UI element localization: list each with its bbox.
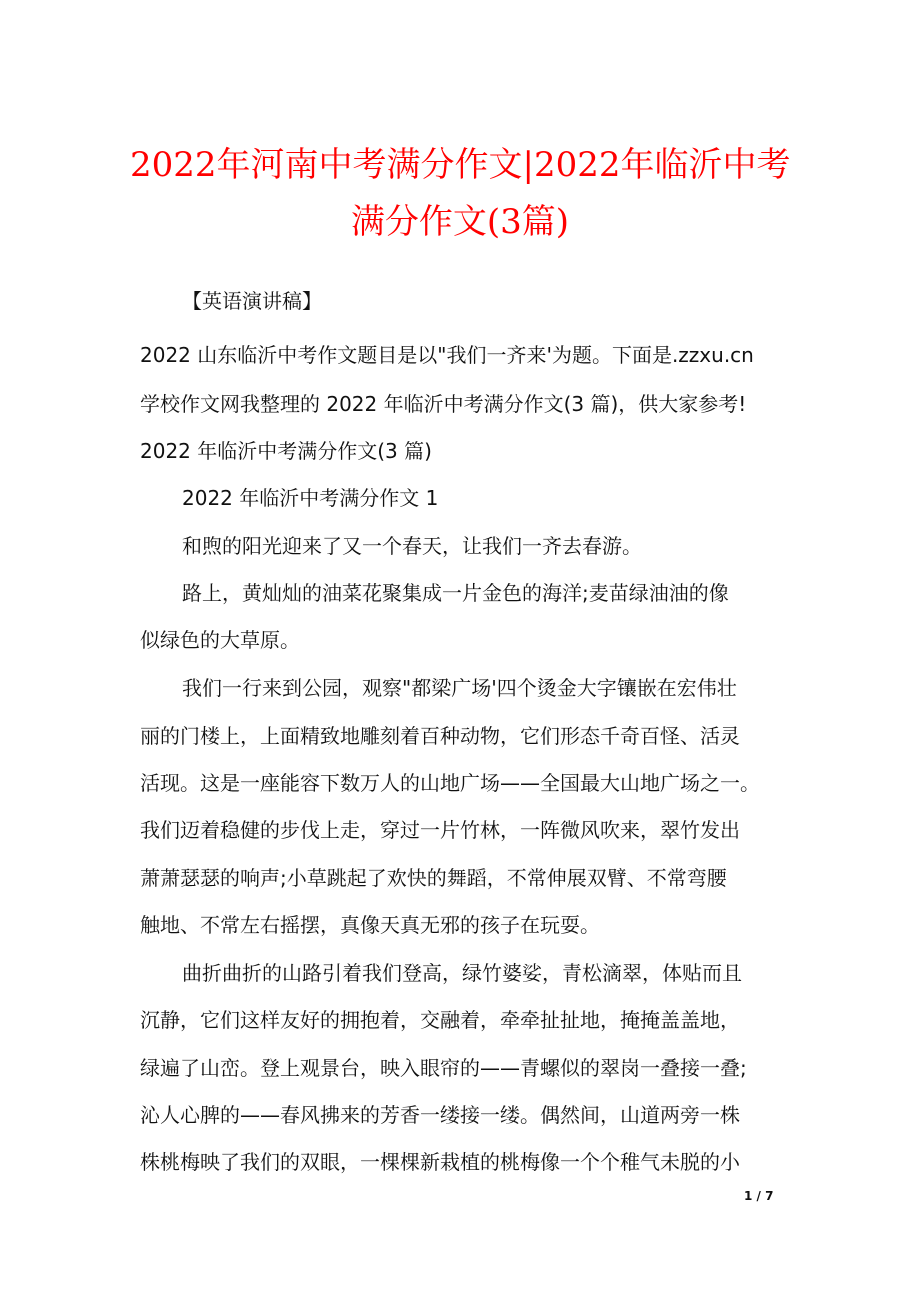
- paragraph-line: 沁人心脾的——春风拂来的芳香一缕接一缕。偶然间，山道两旁一株: [140, 1103, 740, 1127]
- paragraph-line: 触地、不常左右摇摆，真像天真无邪的孩子在玩耍。: [140, 913, 600, 937]
- document-title-line-2: 满分作文(3篇): [350, 202, 570, 242]
- intro-line-2: 学校作文网我整理的 2022 年临沂中考满分作文(3 篇)，供大家参考!: [140, 392, 747, 416]
- page-number: 1 / 7: [744, 1189, 774, 1203]
- paragraph-line: 我们迈着稳健的步伐上走，穿过一片竹林，一阵微风吹来，翠竹发出: [140, 818, 740, 842]
- document-title-line-1: 2022年河南中考满分作文|2022年临沂中考: [130, 145, 791, 185]
- paragraph-line: 和煦的阳光迎来了又一个春天，让我们一齐去春游。: [182, 534, 642, 558]
- paragraph-line: 丽的门楼上，上面精致地雕刻着百种动物，它们形态千奇百怪、活灵: [140, 724, 740, 748]
- paragraph-line: 株桃梅映了我们的双眼，一棵棵新栽植的桃梅像一个个稚气未脱的小: [140, 1150, 740, 1174]
- paragraph-line: 曲折曲折的山路引着我们登高，绿竹婆娑，青松滴翠，体贴而且: [182, 961, 742, 985]
- paragraph-line: 沉静，它们这样友好的拥抱着，交融着，牵牵扯扯地，掩掩盖盖地，: [140, 1008, 740, 1032]
- essay-title: 2022 年临沂中考满分作文 1: [182, 486, 439, 510]
- paragraph-line: 我们一行来到公园，观察"都梁广场'四个烫金大字镶嵌在宏伟壮: [182, 676, 737, 700]
- paragraph-line: 似绿色的大草原。: [140, 628, 300, 652]
- paragraph-line: 路上，黄灿灿的油菜花聚集成一片金色的海洋;麦苗绿油油的像: [182, 581, 729, 605]
- category-label: 【英语演讲稿】: [182, 289, 322, 313]
- intro-line-1: 2022 山东临沂中考作文题目是以"我们一齐来'为题。下面是.zzxu.cn: [140, 343, 754, 367]
- section-heading: 2022 年临沂中考满分作文(3 篇): [140, 439, 432, 463]
- paragraph-line: 绿遍了山峦。登上观景台，映入眼帘的——青螺似的翠岗一叠接一叠;: [140, 1056, 747, 1080]
- paragraph-line: 活现。这是一座能容下数万人的山地广场——全国最大山地广场之一。: [140, 771, 760, 795]
- paragraph-line: 萧萧瑟瑟的响声;小草跳起了欢快的舞蹈，不常伸展双臂、不常弯腰: [140, 866, 727, 890]
